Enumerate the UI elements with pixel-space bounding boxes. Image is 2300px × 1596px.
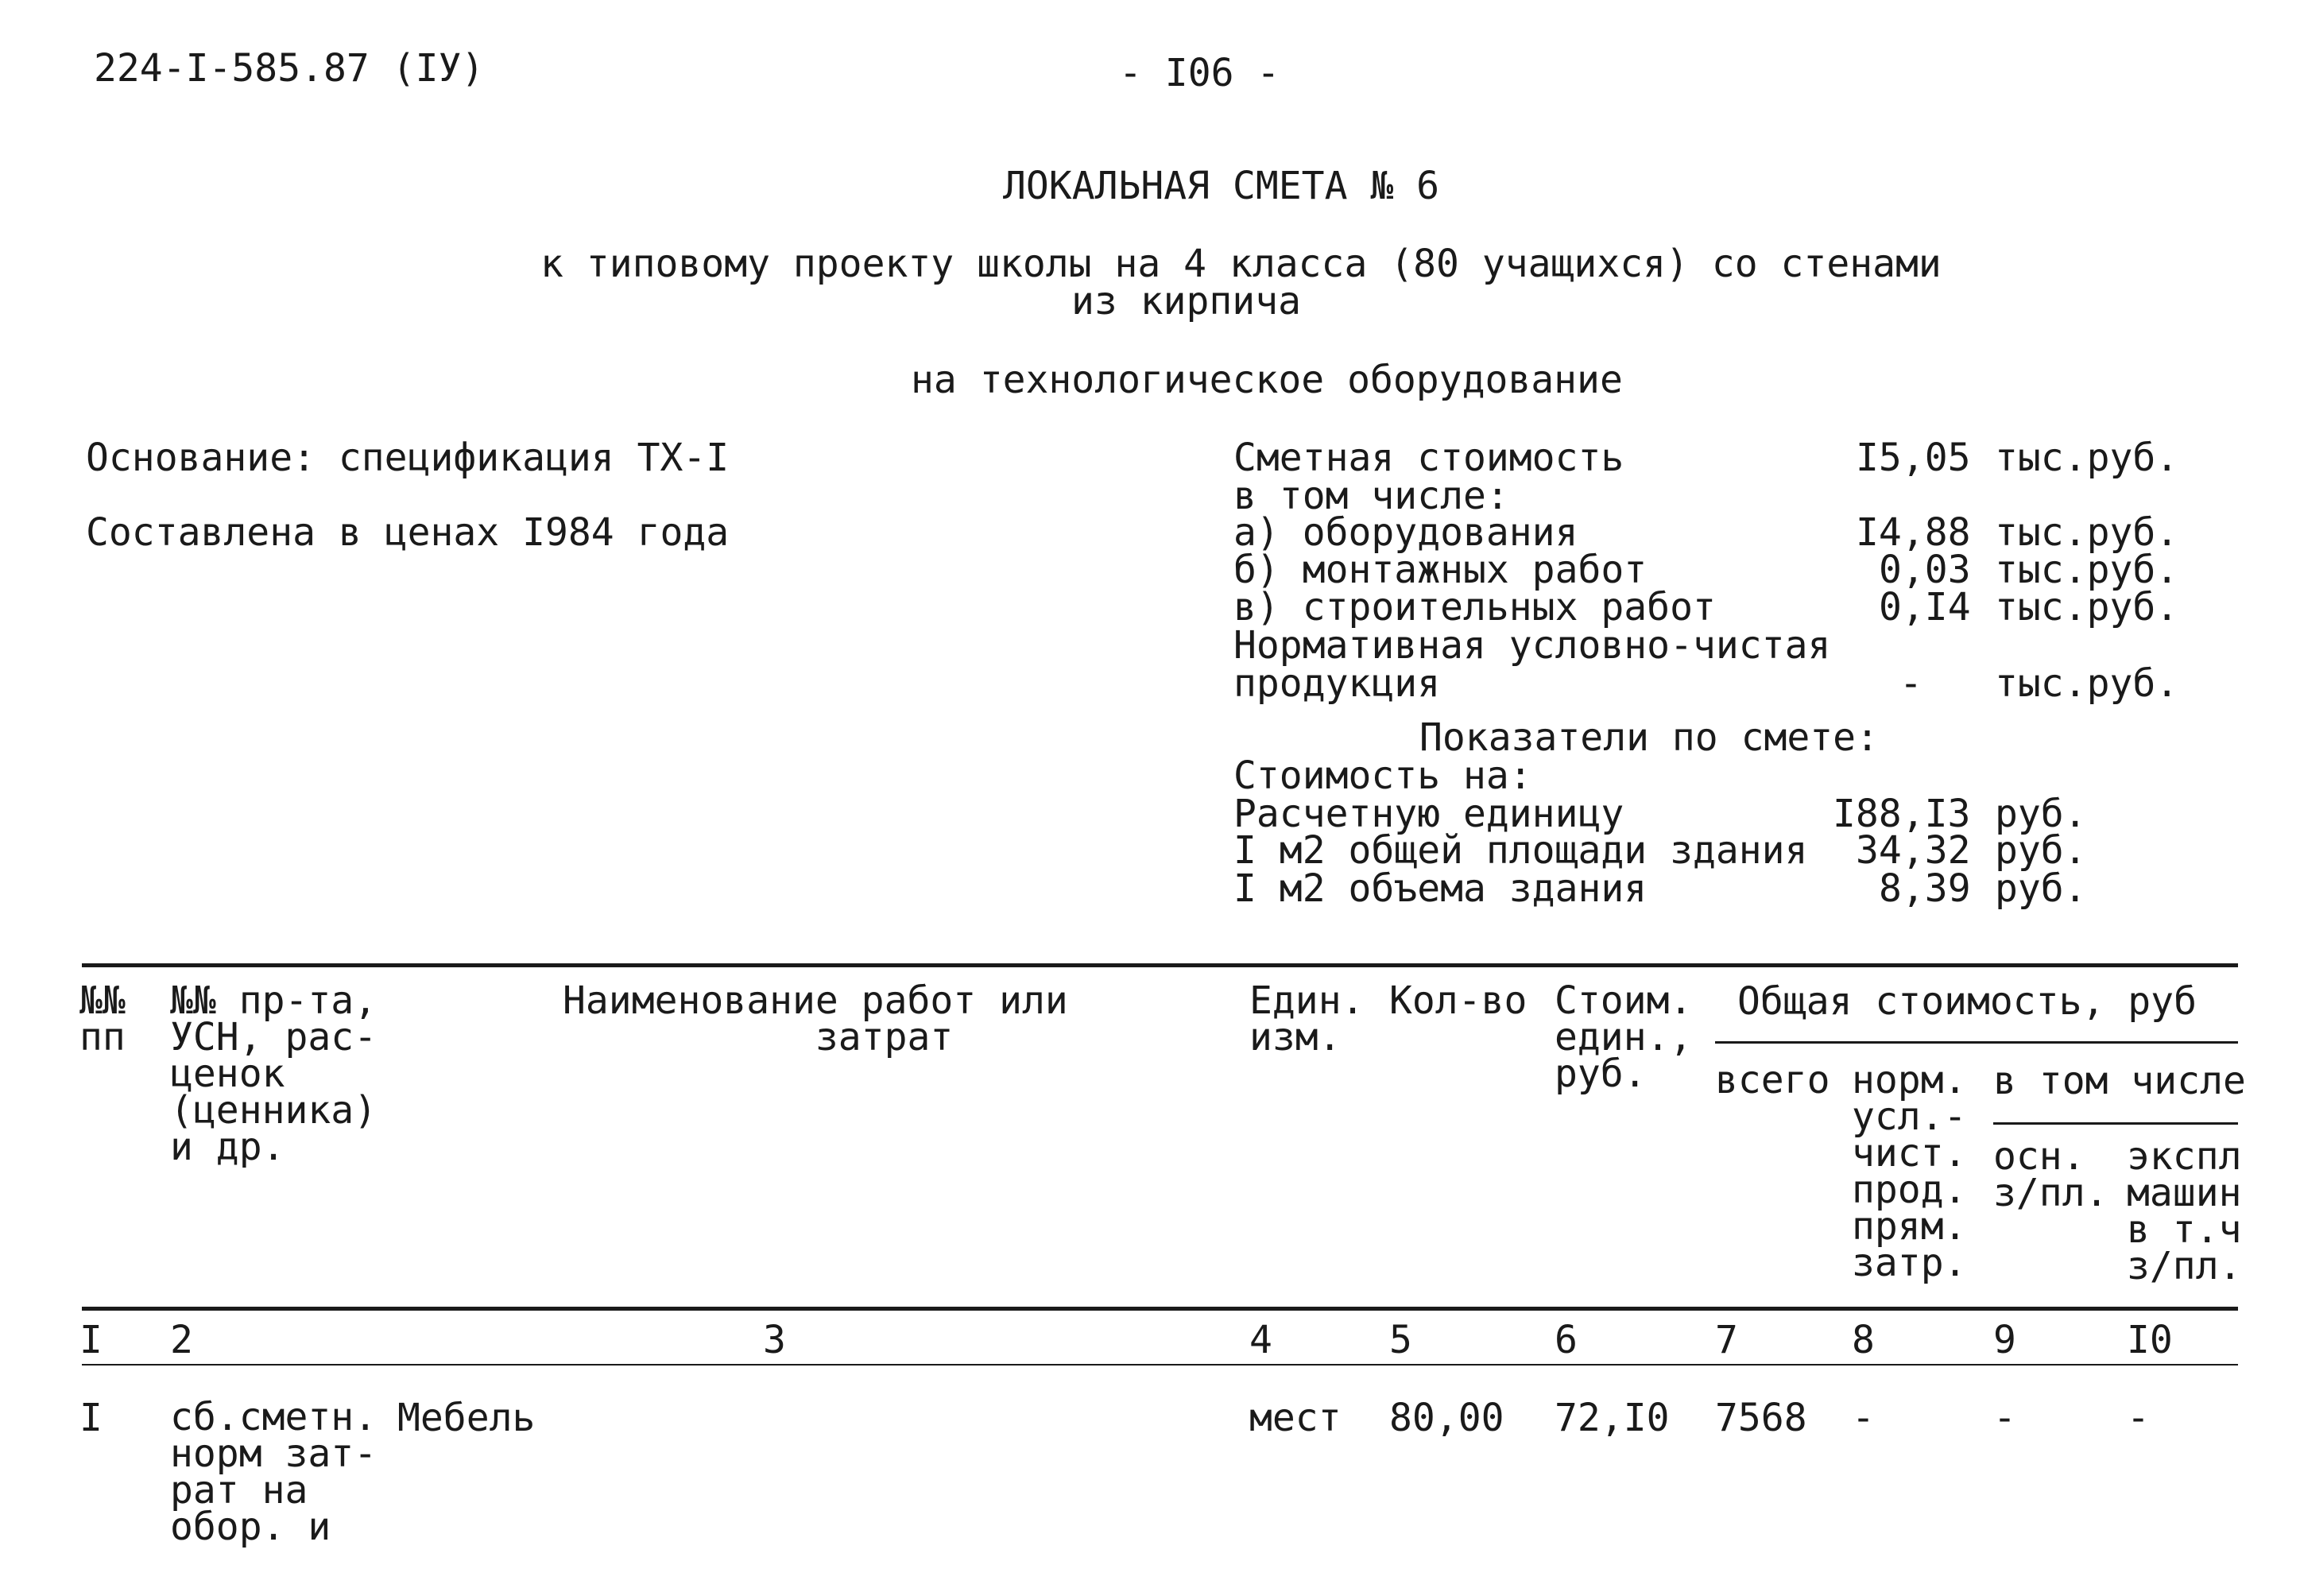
- estimated-cost-label: Сметная стоимость: [1233, 436, 1624, 480]
- cost-on-label: Стоимость на:: [1233, 753, 1532, 798]
- header-col-6: Стоим. един., руб.: [1555, 978, 1693, 1096]
- equipment-value: I4,88: [1856, 510, 1971, 555]
- installation-value: 0,03: [1879, 548, 1971, 592]
- row-name: Мебель: [397, 1396, 536, 1440]
- document-title: ЛОКАЛЬНАЯ СМЕТА № 6: [1003, 164, 1440, 208]
- indicator-unit-unit: руб.: [1995, 792, 2087, 836]
- header-col-2: №№ пр-та, УСН, рас- ценок (ценника) и др.: [170, 978, 378, 1169]
- header-col-5: Кол-во: [1389, 978, 1528, 1023]
- installation-label: б) монтажных работ: [1233, 548, 1648, 592]
- construction-label: в) строительных работ: [1233, 585, 1716, 629]
- subtitle-line-1: к типовому проекту школы на 4 класса (80 учащихся) со стенами: [540, 242, 1942, 286]
- indicator-volume-label: I м2 объема здания: [1233, 866, 1648, 911]
- header-col-4: Един. изм.: [1249, 978, 1365, 1059]
- page-number: - I06 -: [1119, 51, 1280, 95]
- column-number: 7: [1715, 1318, 1738, 1362]
- column-number: 2: [170, 1318, 193, 1362]
- indicator-unit-value: I88,I3: [1833, 792, 1971, 836]
- subtitle-line-2: из кирпича: [1071, 279, 1301, 323]
- indicator-volume-unit: руб.: [1995, 866, 2087, 911]
- row-unit: мест: [1249, 1396, 1342, 1440]
- including-rule: [1993, 1122, 2238, 1125]
- header-col-7: всего: [1715, 1058, 1830, 1102]
- header-total-cost: Общая стоимость, руб: [1737, 979, 2197, 1024]
- column-number: 3: [763, 1318, 786, 1362]
- header-col-10: экспл машин в т.ч з/пл.: [2127, 1134, 2242, 1288]
- row-quantity: 80,00: [1389, 1396, 1504, 1440]
- indicator-area-unit: руб.: [1995, 828, 2087, 873]
- header-col-3: Наименование работ или затрат: [563, 978, 1068, 1059]
- equipment-label: а) оборудования: [1233, 510, 1578, 555]
- total-cost-rule: [1715, 1041, 2238, 1044]
- column-number: I0: [2127, 1318, 2173, 1362]
- header-col-9: осн. з/пл.: [1993, 1134, 2108, 1215]
- row-number: I: [79, 1396, 103, 1440]
- indicator-area-label: I м2 общей площади здания: [1233, 828, 1808, 873]
- header-bottom-rule: [82, 1307, 2238, 1311]
- row-wages: -: [1993, 1396, 2016, 1440]
- header-including: в том числе: [1993, 1059, 2246, 1103]
- row-machines: -: [2127, 1396, 2150, 1440]
- indicator-unit-label: Расчетную единицу: [1233, 792, 1624, 836]
- including-label: в том числе:: [1233, 474, 1509, 518]
- row-unit-cost: 72,I0: [1555, 1396, 1670, 1440]
- estimated-cost-value: I5,05: [1856, 436, 1971, 480]
- prices-text: Составлена в ценах I984 года: [86, 510, 730, 555]
- header-col-1: №№ пп: [79, 978, 126, 1059]
- table-top-rule: [82, 963, 2238, 967]
- basis-text: Основание: спецификация ТХ-I: [86, 436, 730, 480]
- header-col-8: норм. усл.- чист. прод. прям. затр.: [1852, 1058, 1967, 1285]
- document-code: 224-I-585.87 (IУ): [94, 46, 485, 91]
- construction-value: 0,I4: [1879, 585, 1971, 629]
- norm-output-value: -: [1899, 661, 1922, 706]
- indicator-area-value: 34,32: [1856, 828, 1971, 873]
- construction-unit: тыс.руб.: [1995, 585, 2179, 629]
- subtitle-line-3: на технологическое оборудование: [911, 358, 1623, 402]
- indicator-volume-value: 8,39: [1879, 866, 1971, 911]
- estimated-cost-unit: тыс.руб.: [1995, 436, 2179, 480]
- norm-output-label-2: продукция: [1233, 661, 1441, 706]
- row-total: 7568: [1715, 1396, 1807, 1440]
- norm-output-unit: тыс.руб.: [1995, 661, 2179, 706]
- row-reference: сб.сметн. норм зат- рат на обор. и: [170, 1395, 378, 1549]
- column-number: 6: [1555, 1318, 1578, 1362]
- column-number: 5: [1389, 1318, 1412, 1362]
- column-numbers-rule: [82, 1364, 2238, 1366]
- norm-output-label-1: Нормативная условно-чистая: [1233, 623, 1831, 668]
- equipment-unit: тыс.руб.: [1995, 510, 2179, 555]
- installation-unit: тыс.руб.: [1995, 548, 2179, 592]
- indicators-heading: Показатели по смете:: [1419, 715, 1879, 760]
- column-number: 9: [1993, 1318, 2016, 1362]
- column-number: 4: [1249, 1318, 1272, 1362]
- column-number: I: [79, 1318, 103, 1362]
- row-norm: -: [1852, 1396, 1875, 1440]
- column-number: 8: [1852, 1318, 1875, 1362]
